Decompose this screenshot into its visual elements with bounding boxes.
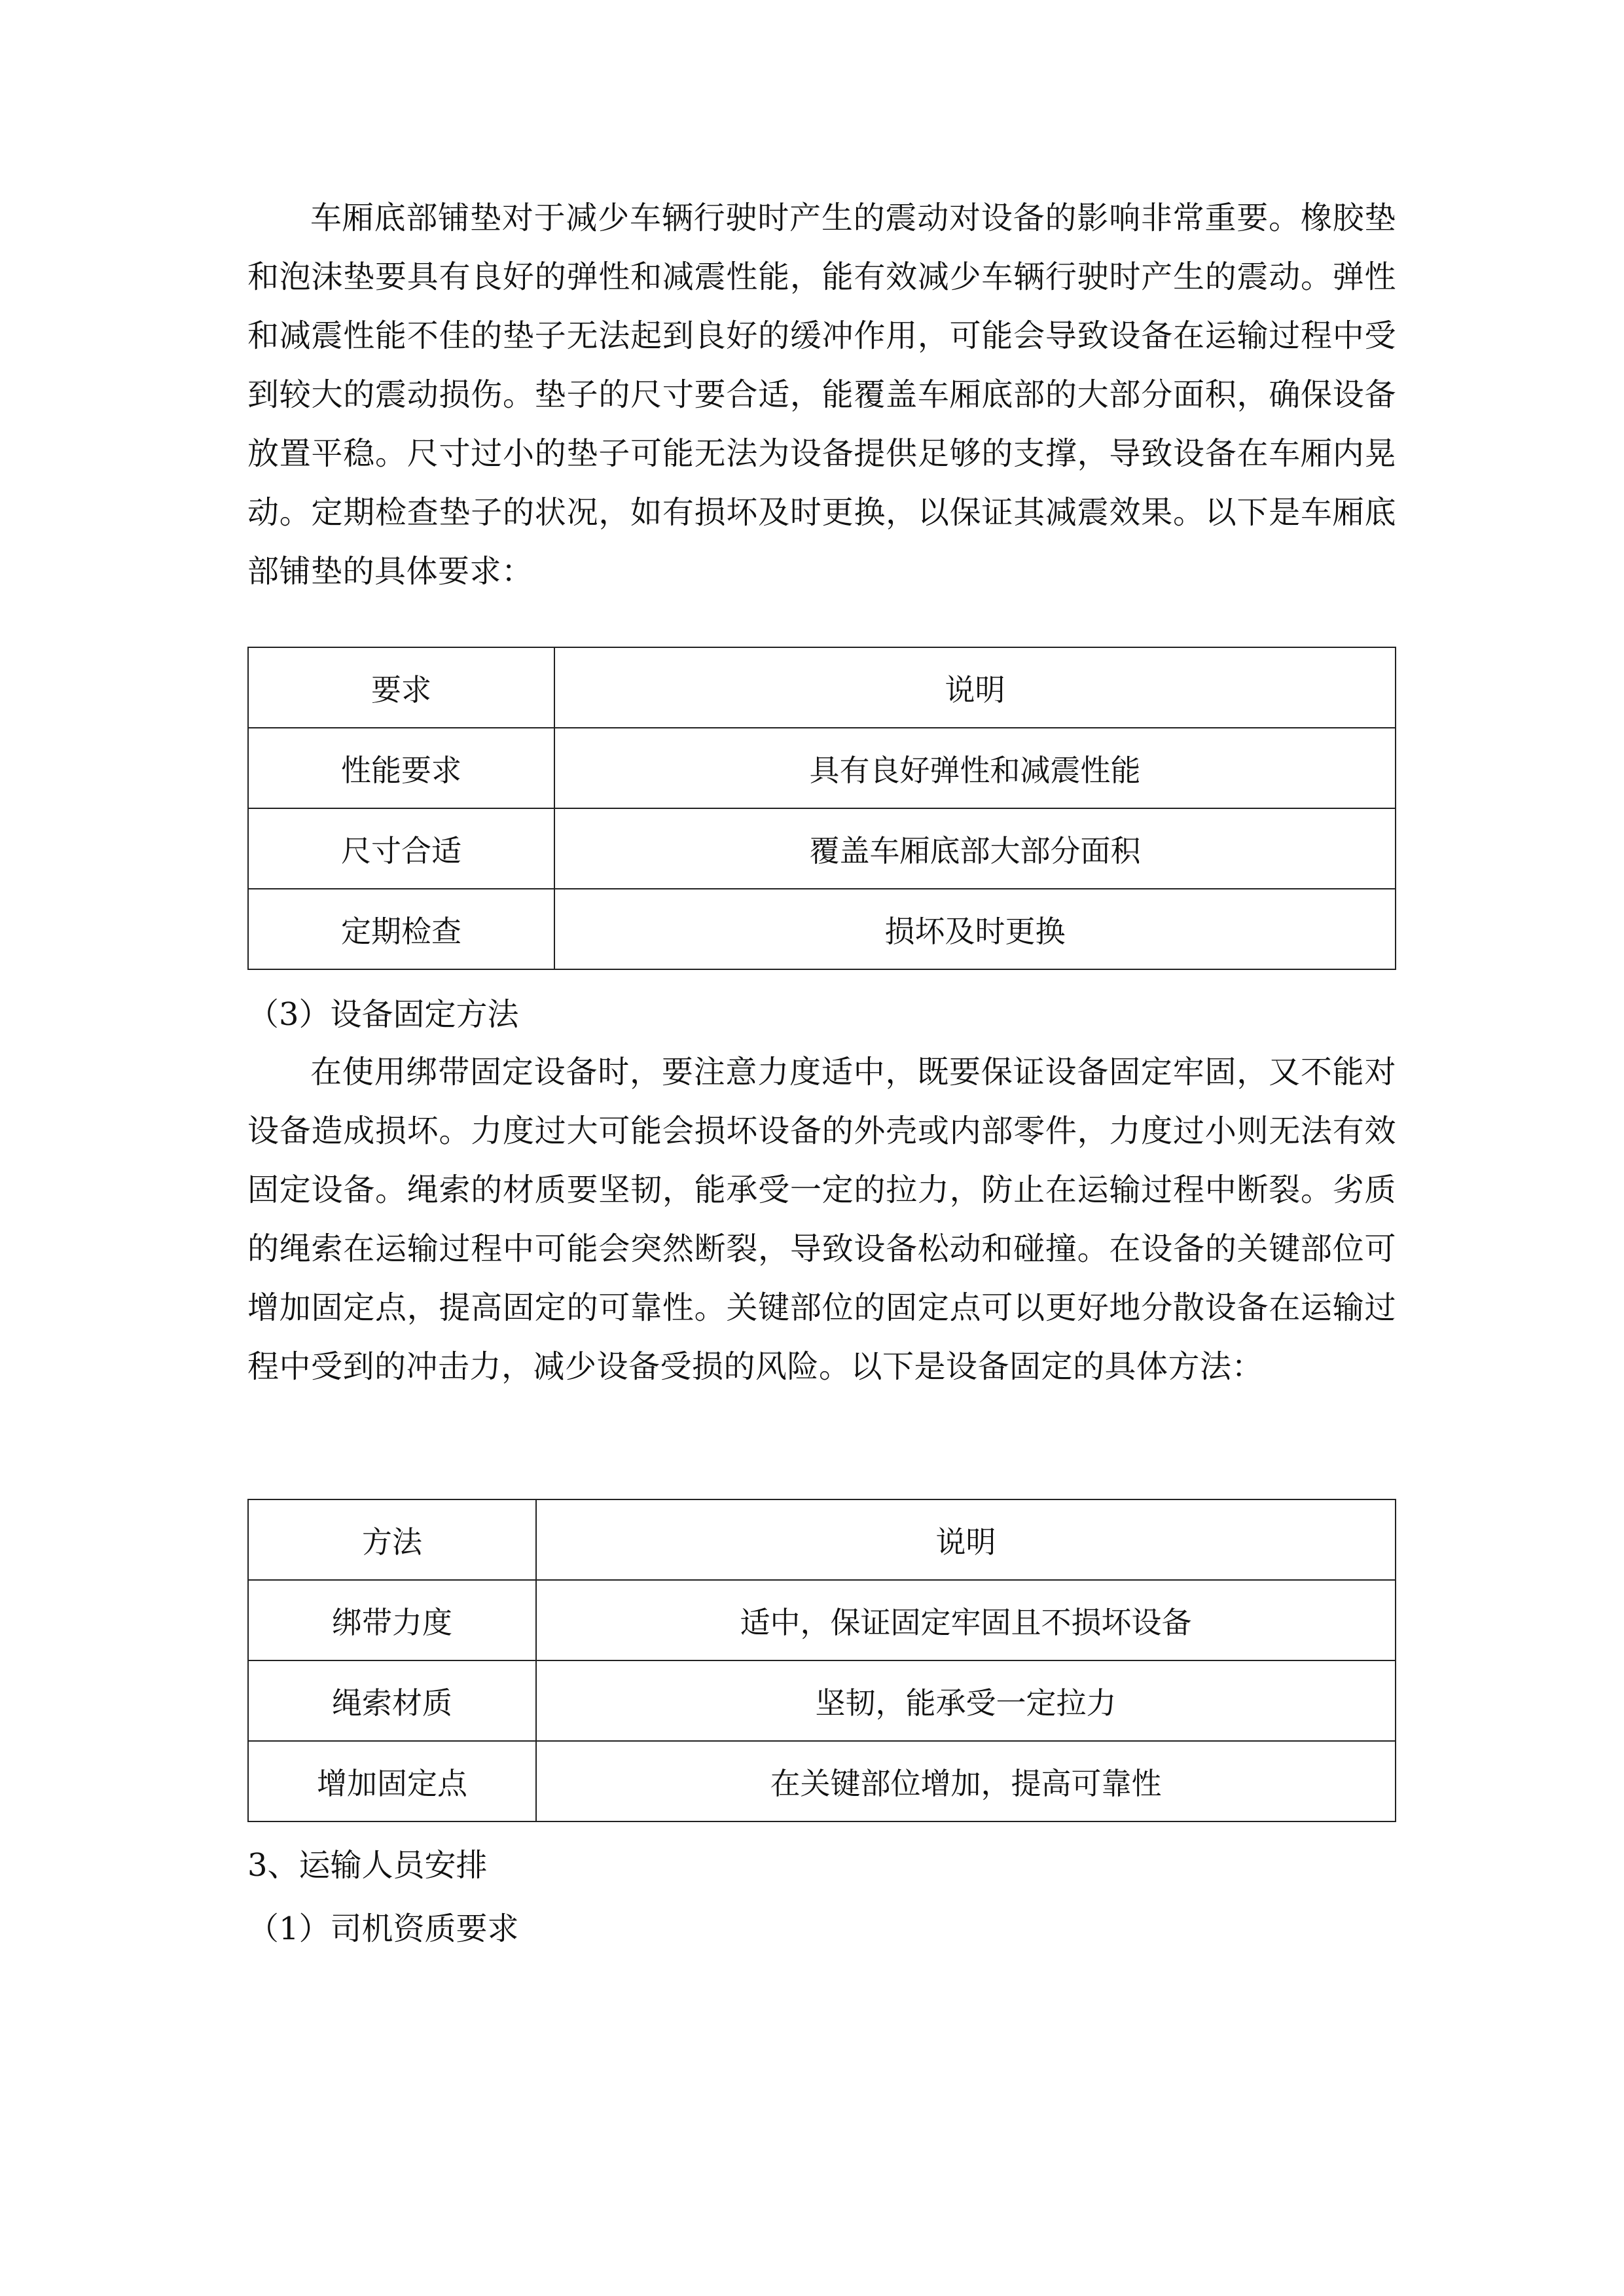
table-header-cell: 要求 [248, 647, 554, 728]
table-header-row [248, 1499, 1396, 1580]
subheading-driver-qualification: （1）司机资质要求 [247, 1910, 519, 1947]
table-cell: 具有良好弹性和减震性能 [554, 728, 1396, 808]
table-row [248, 808, 1396, 889]
subheading-fixing-method: （3）设备固定方法 [247, 996, 519, 1033]
table-cell: 绳索材质 [248, 1660, 536, 1741]
table-cell: 损坏及时更换 [554, 889, 1396, 969]
table-row [248, 1741, 1396, 1821]
table-row [248, 1660, 1396, 1741]
fixing-methods-table [247, 1499, 1396, 1822]
table-cell: 适中，保证固定牢固且不损坏设备 [536, 1580, 1396, 1660]
table-cell: 覆盖车厢底部大部分面积 [554, 808, 1396, 889]
table-header-row [248, 647, 1396, 728]
table-header-cell: 方法 [248, 1499, 536, 1580]
table-row [248, 728, 1396, 808]
table-cell: 定期检查 [248, 889, 554, 969]
table-cell: 绑带力度 [248, 1580, 536, 1660]
paragraph-fixing: 在使用绑带固定设备时，要注意力度适中，既要保证设备固定牢固，又不能对设备造成损坏。力度过大可能会损坏设备的外壳或内部零件，力度过小则无法有效固定设备。绳索的材质要坚韧，能承受一定的拉力，防止在运输过程中断裂。劣质的绳索在运输过程中可能会突然断裂，导致设备松动和碰撞。在设备的关键部位可增加固定点，提高固定的可靠性。关键部位的固定点可以更好地分散设备在运输过程中受到的冲击力，减少设备受损的风险。以下是设备固定的具体方法： [247, 1054, 1396, 1385]
table-cell: 性能要求 [248, 728, 554, 808]
table-row [248, 889, 1396, 969]
paragraph-cushioning: 车厢底部铺垫对于减少车辆行驶时产生的震动对设备的影响非常重要。橡胶垫和泡沫垫要具有良好的弹性和减震性能，能有效减少车辆行驶时产生的震动。弹性和减震性能不佳的垫子无法起到良好的缓冲作用，可能会导致设备在运输过程中受到较大的震动损伤。垫子的尺寸要合适，能覆盖车厢底部的大部分面积，确保设备放置平稳。尺寸过小的垫子可能无法为设备提供足够的支撑，导致设备在车厢内晃动。定期检查垫子的状况，如有损坏及时更换，以保证其减震效果。以下是车厢底部铺垫的具体要求： [247, 200, 1396, 590]
table-cell: 尺寸合适 [248, 808, 554, 889]
table-cell: 增加固定点 [248, 1741, 536, 1821]
section-heading-personnel: 3、运输人员安排 [247, 1847, 488, 1884]
table-row [248, 1580, 1396, 1660]
table-cell: 坚韧，能承受一定拉力 [536, 1660, 1396, 1741]
table-header-cell: 说明 [554, 647, 1396, 728]
table-cell: 在关键部位增加，提高可靠性 [536, 1741, 1396, 1821]
cushion-requirements-table [247, 647, 1396, 970]
table-header-cell: 说明 [536, 1499, 1396, 1580]
